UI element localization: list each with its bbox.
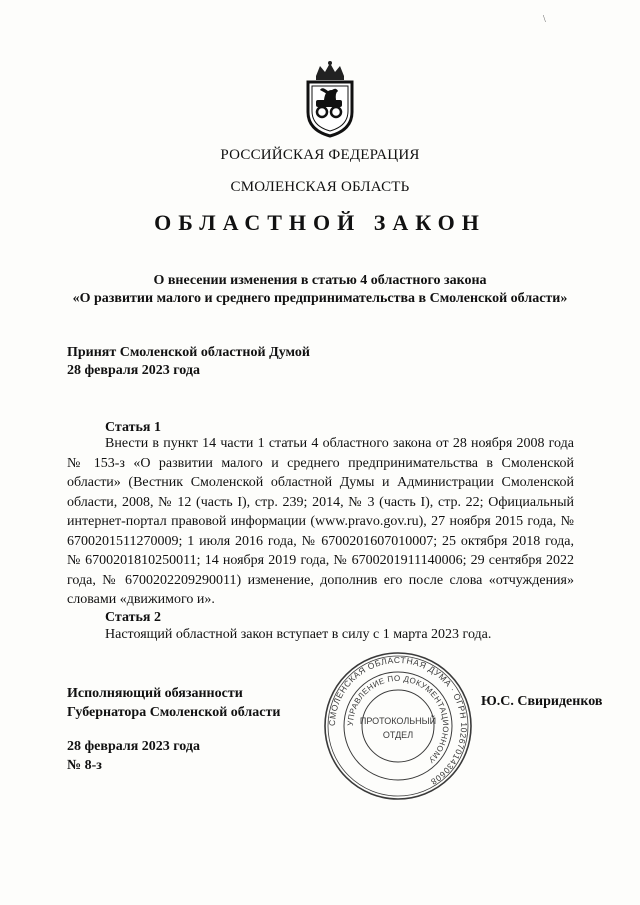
article-1-text: Внести в пункт 14 части 1 статьи 4 областного закона от 28 ноября 2008 года № 153-з «О развитии малого и среднего предпринимательства в Смоленской области» (Вестник Смоленской областной Думы и Администрации Смоленской области, 2008, № 12 (часть I), стр. 239; 2014, № 3 (часть I), стр. 22; Официальный интернет-портал правовой информации (www.pravo.gov.ru), 27 ноября 2015 года, № 6700201511270009; 1 июля 2016 года, № 6700201607010007; 25 октября 2018 года, № 6700201810250011; 14 ноября 2019 года, № 6700201911140006; 29 сентября 2022 года, № 6700202209290011) изменение, дополнив его после слова «отчуждения» словами «движимого и». [67, 436, 574, 607]
adoption-date: 28 февраля 2023 года [67, 363, 200, 378]
article-2-heading: Статья 2 [105, 610, 161, 625]
law-title-line-1: О внесении изменения в статью 4 областного закона [153, 273, 487, 288]
law-title-line-2: «О развитии малого и среднего предпринимательства в Смоленской области» [72, 291, 568, 306]
article-2-text: Настоящий областной закон вступает в силу с 1 марта 2023 года. [105, 627, 492, 642]
signing-details [67, 737, 200, 775]
signing-date: 28 февраля 2023 года [67, 739, 200, 754]
stamp-center-line-2: ОТДЕЛ [382, 730, 414, 740]
article-1-heading: Статья 1 [105, 420, 161, 435]
document-type-heading: ОБЛАСТНОЙ ЗАКОН [154, 210, 486, 235]
signer-position-line-2: Губернатора Смоленской области [67, 705, 281, 720]
stamp-inner-ring-text: УПРАВЛЕНИЕ ПО ДОКУМЕНТАЦИОННОМУ [345, 673, 451, 765]
country-name: РОССИЙСКАЯ ФЕДЕРАЦИЯ [220, 147, 420, 163]
law-number: № 8-з [67, 758, 102, 773]
stamp-center-line-1: ПРОТОКОЛЬНЫЙ [359, 716, 437, 726]
adoption-body: Принят Смоленской областной Думой [67, 345, 310, 360]
stamp-outer-ring-text: СМОЛЕНСКАЯ ОБЛАСТНАЯ ДУМА · ОГРН 1026701430608 [326, 654, 470, 788]
region-name: СМОЛЕНСКАЯ ОБЛАСТЬ [230, 179, 410, 195]
official-stamp [322, 650, 474, 802]
signer-name: Ю.С. Свириденков [481, 694, 603, 709]
smolensk-coat-of-arms-icon [298, 60, 362, 138]
signer-position [67, 684, 280, 722]
adoption-note [67, 344, 310, 380]
corner-mark: \ [543, 14, 546, 25]
law-title [0, 272, 640, 308]
signer-position-line-1: Исполняющий обязанности [67, 686, 243, 701]
